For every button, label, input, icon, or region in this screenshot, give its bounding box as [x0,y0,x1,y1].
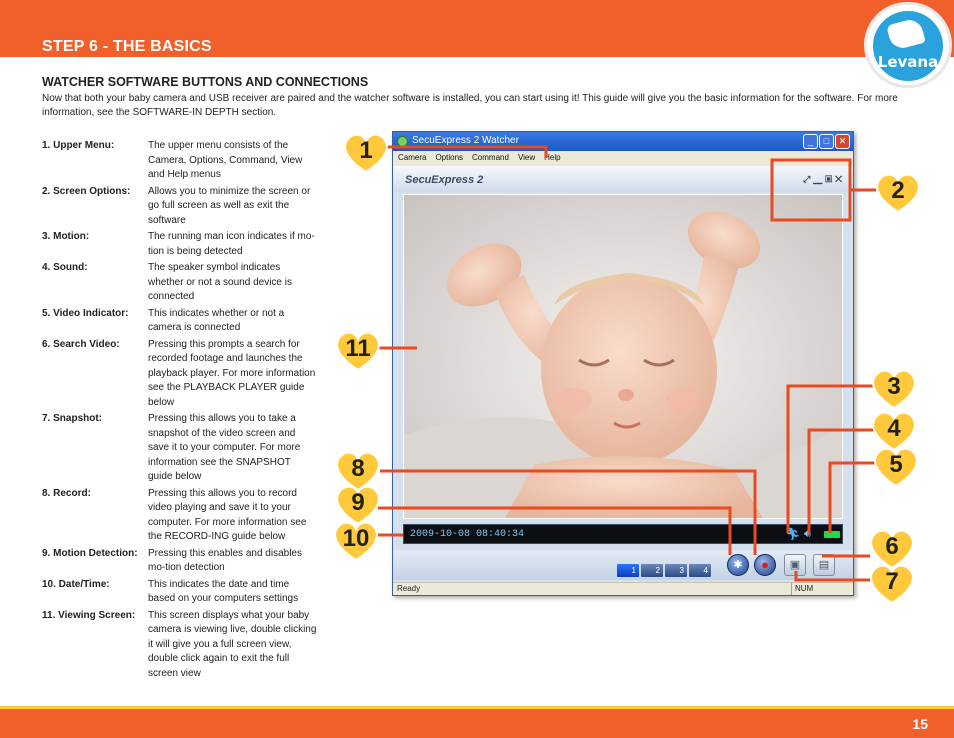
list-item [42,412,317,485]
header-bar [0,0,954,57]
running-man-icon: 🏃︎ [785,527,801,541]
callout-number: 8 [351,455,365,482]
video-indicator [824,531,840,538]
item-label: 11. Viewing Screen: [42,609,136,621]
item-label: 3. Motion: [42,231,90,242]
app-icon [397,136,408,147]
record-button[interactable]: ● [754,554,776,576]
item-description: This indicates the date and time based on your computers settings [148,578,299,604]
page-number: 15 [912,716,928,732]
status-bar [393,582,853,595]
viewing-screen[interactable] [403,194,843,519]
callout-number: 3 [887,373,901,400]
callout-number: 7 [885,568,899,595]
list-item [42,261,317,305]
item-label: 10. Date/Time: [42,578,110,590]
status-num: NUM [795,584,814,593]
search-video-button[interactable]: ▤ [813,554,835,576]
maximize-button[interactable]: □ [819,134,834,149]
item-description: The speaker symbol indicates whether or not a sound device is connected [148,262,292,302]
section-title: WATCHER SOFTWARE BUTTONS AND CONNECTIONS [42,75,369,89]
list-item [42,230,317,259]
item-label: 1. Upper Menu: [42,140,115,151]
footer-stripe [0,706,954,709]
list-item [42,338,317,411]
callout-3 [870,368,918,410]
callout-number: 6 [885,533,899,560]
list-item [42,307,317,336]
item-label: 2. Screen Options: [42,185,131,197]
item-description: This screen displays what your baby camera is viewing live, double clicking it will give you a full screen view, double click again to exit the full screen view [148,609,317,679]
feature-list [42,139,317,683]
callout-10 [332,520,380,562]
brand-bar [393,166,853,192]
restore-icon[interactable]: ⤢ [803,174,814,184]
list-item [42,487,317,545]
close-button[interactable]: ✕ [835,134,850,149]
menu-options[interactable]: Options [435,153,464,162]
menu-camera[interactable]: Camera [398,153,427,162]
status-divider [791,583,792,595]
levana-logo [864,2,952,88]
callout-number: 5 [889,451,903,478]
item-description: This indicates whether or not a camera is connected [148,307,285,333]
callout-number: 11 [345,335,371,362]
item-label: 8. Record: [42,487,91,499]
speaker-icon: 🔊︎ [804,528,811,540]
list-item [42,185,317,229]
minimize-button[interactable]: _ [803,134,818,149]
menu-command[interactable]: Command [472,153,509,162]
item-label: 6. Search Video: [42,338,120,350]
window-title: SecuExpress 2 Watcher [412,135,519,146]
screen-options [803,174,845,185]
page-title: STEP 6 - THE BASICS [42,38,212,55]
brand-name: SecuExpress 2 [405,174,484,186]
callout-number: 2 [891,177,905,204]
menu-help[interactable]: Help [544,153,561,162]
item-label: 9. Motion Detection: [42,547,138,559]
item-label: 4. Sound: [42,262,88,273]
callout-2 [874,172,922,214]
callout-5 [872,446,920,488]
datetime-display: 2009-10-08 08:40:34 [410,529,525,540]
callout-7 [868,563,916,605]
snapshot-button[interactable]: ▣ [784,554,806,576]
callout-number: 9 [351,489,365,516]
menu-view[interactable]: View [517,153,536,162]
motion-detection-button[interactable]: ✱ [727,554,749,576]
camera-tabs [617,560,713,578]
item-description: Pressing this allows you to record video playing and save it to your computer. For more information see the RECORD-ING guide below [148,487,307,542]
exit-icon[interactable]: ✕ [835,174,845,184]
callout-number: 4 [887,415,901,442]
status-ready: Ready [397,584,421,593]
item-description: Allows you to minimize the screen or go full screen as well as exit the software [148,185,311,226]
item-label: 7. Snapshot: [42,413,103,424]
item-description: The upper menu consists of the Camera, Options, Command, View and Help menus [148,140,303,180]
callout-1 [342,132,390,174]
list-item [42,609,317,682]
camera-tab-1[interactable]: 1 [617,564,639,577]
callout-number: 10 [342,525,370,552]
item-description: Pressing this allows you to take a snapshot of the video screen and save it to your computer. For more information see the SNAPSHOT guide below [148,413,301,482]
item-description: The running man icon indicates if mo-tion is being detected [148,231,315,257]
item-label: 5. Video Indicator: [42,307,129,319]
item-description: Pressing this prompts a search for recorded footage and launches the playback player. For more information see the PLAYBACK PLAYER guide below [148,338,316,408]
sleeping-baby-image [404,195,843,519]
menu-bar [393,151,853,166]
status-strip [403,524,843,544]
list-item [42,578,317,607]
list-item [42,139,317,183]
logo-text: Levana [877,53,939,71]
list-item [42,547,317,576]
window-titlebar[interactable] [393,132,853,151]
watcher-window [392,131,854,596]
intro-text: Now that both your baby camera and USB receiver are paired and the watcher software is installed, you can start using it! This guide will give you the basic information for the software. For more information, see the SOFTWARE-IN DEPTH section. [42,93,898,118]
camera-tab-2[interactable]: 2 [641,564,663,577]
camera-tab-3[interactable]: 3 [665,564,687,577]
footer-bar [0,706,954,738]
minimize-icon[interactable]: ▁ [813,174,826,184]
camera-tab-4[interactable]: 4 [689,564,711,577]
callout-number: 1 [359,137,373,164]
toolbar [393,550,853,580]
fullscreen-icon[interactable]: ▣ [825,174,836,184]
callout-11 [334,330,382,372]
item-description: Pressing this enables and disables mo-tion detection [148,547,302,573]
